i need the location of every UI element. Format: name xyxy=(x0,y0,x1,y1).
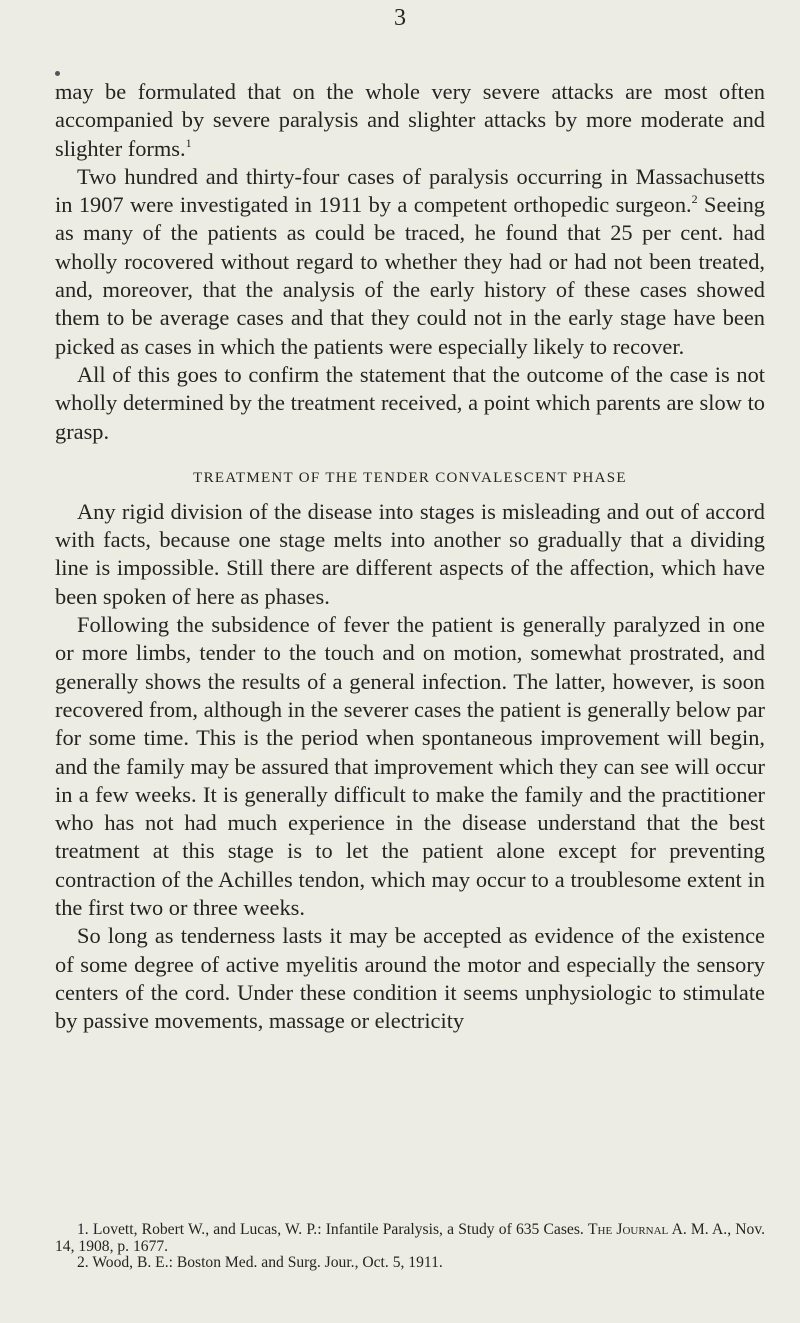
paragraph xyxy=(55,163,765,361)
footnote-text: , Nov. 14, 1908, p. 1677. xyxy=(55,1221,766,1255)
page-number: 3 xyxy=(394,5,406,31)
paragraph-text: Seeing as many of the patients as could be traced, he found that 25 per cent. had wholly rocovered without regard to whether they had or had not been treated, and, moreover, that the analysis of the early history of these cases showed them to be average cases and that they could not in the early stage have been picked as cases in which the patients were especially likely to recover. xyxy=(55,192,765,359)
footnote-marker: 1. xyxy=(77,1221,89,1238)
paragraph: So long as tenderness lasts it may be accepted as evidence of the existence of some degree of active myelitis around the motor and especially the sensory centers of the cord. Under these condition it seems unphysiologic to stimulate by passive movements, massage or electricity xyxy=(55,923,765,1034)
paragraph-text: Two hundred and thirty-four cases of paralysis occurring in Massachusetts in 1907 were investigated in 1911 by a competent orthopedic surgeon. xyxy=(55,163,765,218)
footnote-journal: The Journal A. M. A. xyxy=(588,1221,728,1238)
footnote xyxy=(55,1255,765,1272)
footnote-text: Wood, B. E.: Boston Med. and Surg. Jour., Oct. 5, 1911. xyxy=(88,1254,443,1271)
paragraph: Any rigid division of the disease into stages is misleading and out of accord with facts, because one stage melts into another so gradually that a dividing line is impossible. Still there are different aspects of the affection, which have been spoken of here as phases. xyxy=(55,498,765,609)
paragraph-continued xyxy=(55,78,765,163)
paragraph-text: may be formulated that on the whole very severe attacks are most often accompanied by severe paralysis and slighter attacks by more moderate and slighter forms. xyxy=(55,79,765,161)
footnote-ref: 2 xyxy=(691,192,698,207)
footnote-ref: 1 xyxy=(185,135,192,150)
paragraph: Following the subsidence of fever the patient is generally paralyzed in one or more limbs, tender to the touch and on motion, somewhat prostrated, and generally shows the results of a general infection. The latter, however, is soon recovered from, although in the severer cases the patient is generally below par for some time. This is the period when spontaneous improvement will begin, and the family may be assured that improvement which they can see will occur in a few weeks. It is generally difficult to make the family and the practitioner who has not had much experience in the disease understand that the best treatment at this stage is to let the patient alone except for preventing contraction of the Achilles tendon, which may occur to a troublesome extent in the first two or three weeks. xyxy=(55,612,765,921)
page-body xyxy=(55,78,765,1036)
footnote-marker: 2. xyxy=(77,1254,89,1271)
footnotes xyxy=(55,1222,765,1272)
margin-dot xyxy=(55,71,60,76)
section-heading: TREATMENT OF THE TENDER CONVALESCENT PHASE xyxy=(193,469,627,486)
paragraph: All of this goes to confirm the statement that the outcome of the case is not wholly determined by the treatment received, a point which parents are slow to grasp. xyxy=(55,361,765,444)
footnote-text: Lovett, Robert W., and Lucas, W. P.: Infantile Paralysis, a Study of 635 Cases. xyxy=(88,1221,588,1238)
footnote xyxy=(55,1222,765,1255)
